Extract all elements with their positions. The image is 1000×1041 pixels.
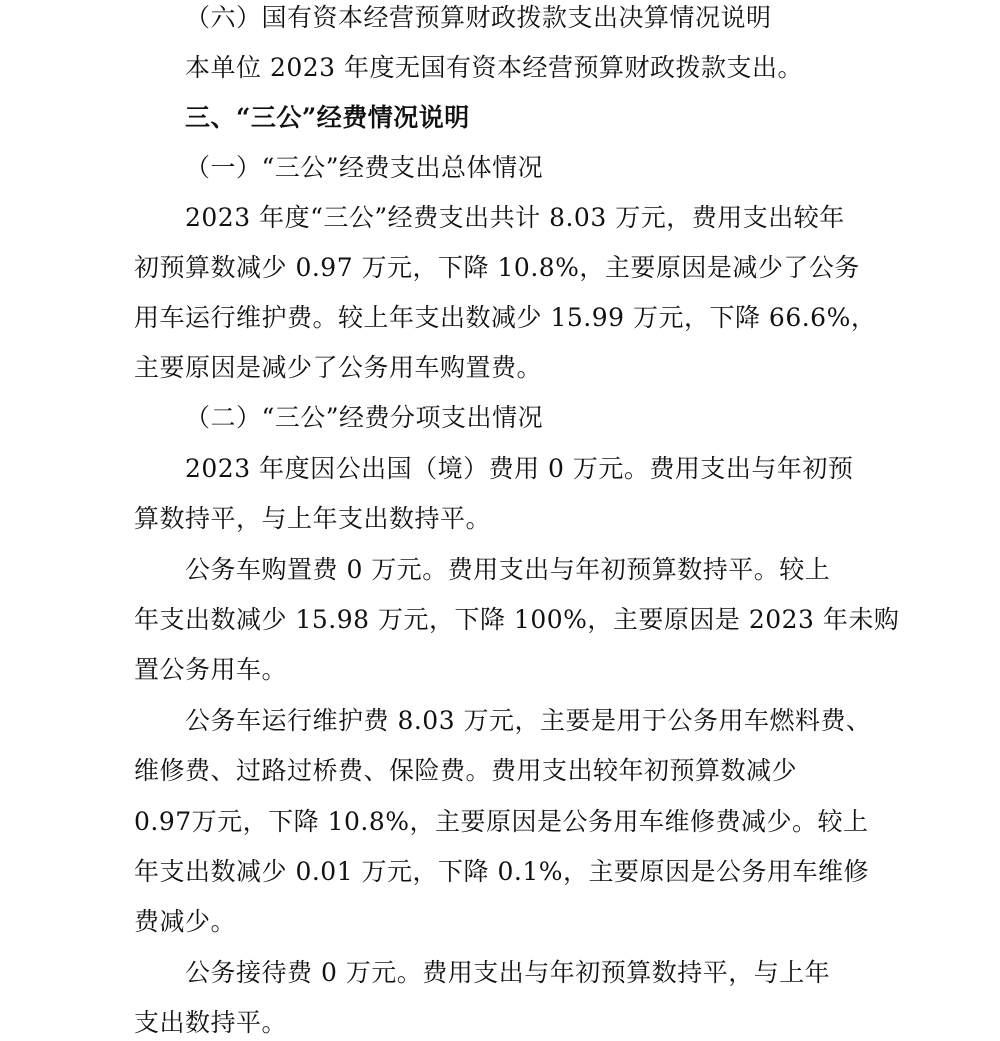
paragraph-line: 主要原因是减少了公务用车购置费。 <box>134 353 543 382</box>
paragraph-line: 2023 年度“三公”经费支出共计 8.03 万元，费用支出较年 <box>185 203 845 232</box>
subsection-heading-6: （六）国有资本经营预算财政拨款支出决算情况说明 <box>185 3 772 32</box>
paragraph-line: 本单位 2023 年度无国有资本经营预算财政拨款支出。 <box>185 53 804 82</box>
paragraph-line: 置公务用车。 <box>134 655 288 684</box>
section-heading-3: 三、“三公”经费情况说明 <box>185 103 470 132</box>
paragraph-line: 公务车运行维护费 8.03 万元，主要是用于公务用车燃料费、 <box>185 706 872 735</box>
paragraph-line: 年支出数减少 0.01 万元，下降 0.1%，主要原因是公务用车维修 <box>134 857 870 886</box>
paragraph-line: 公务车购置费 0 万元。费用支出与年初预算数持平。较上 <box>185 555 831 584</box>
paragraph-line: 算数持平，与上年支出数持平。 <box>134 504 492 533</box>
paragraph-line: 年支出数减少 15.98 万元，下降 100%，主要原因是 2023 年未购 <box>134 605 900 634</box>
subsection-heading-2: （二）“三公”经费分项支出情况 <box>185 403 544 432</box>
paragraph-line: 用车运行维护费。较上年支出数减少 15.99 万元，下降 66.6%， <box>134 303 877 332</box>
paragraph-line: 维修费、过路过桥费、保险费。费用支出较年初预算数减少 <box>134 756 798 785</box>
paragraph-line: 初预算数减少 0.97 万元，下降 10.8%，主要原因是减少了公务 <box>134 253 860 282</box>
paragraph-line: 2023 年度因公出国（境）费用 0 万元。费用支出与年初预 <box>185 454 854 483</box>
paragraph-line: 费减少。 <box>134 907 237 936</box>
paragraph-line: 支出数持平。 <box>134 1008 288 1037</box>
paragraph-line: 公务接待费 0 万元。费用支出与年初预算数持平，与上年 <box>185 958 831 987</box>
paragraph-line: 0.97万元，下降 10.8%，主要原因是公务用车维修费减少。较上 <box>134 807 869 836</box>
subsection-heading-1: （一）“三公”经费支出总体情况 <box>185 153 544 182</box>
